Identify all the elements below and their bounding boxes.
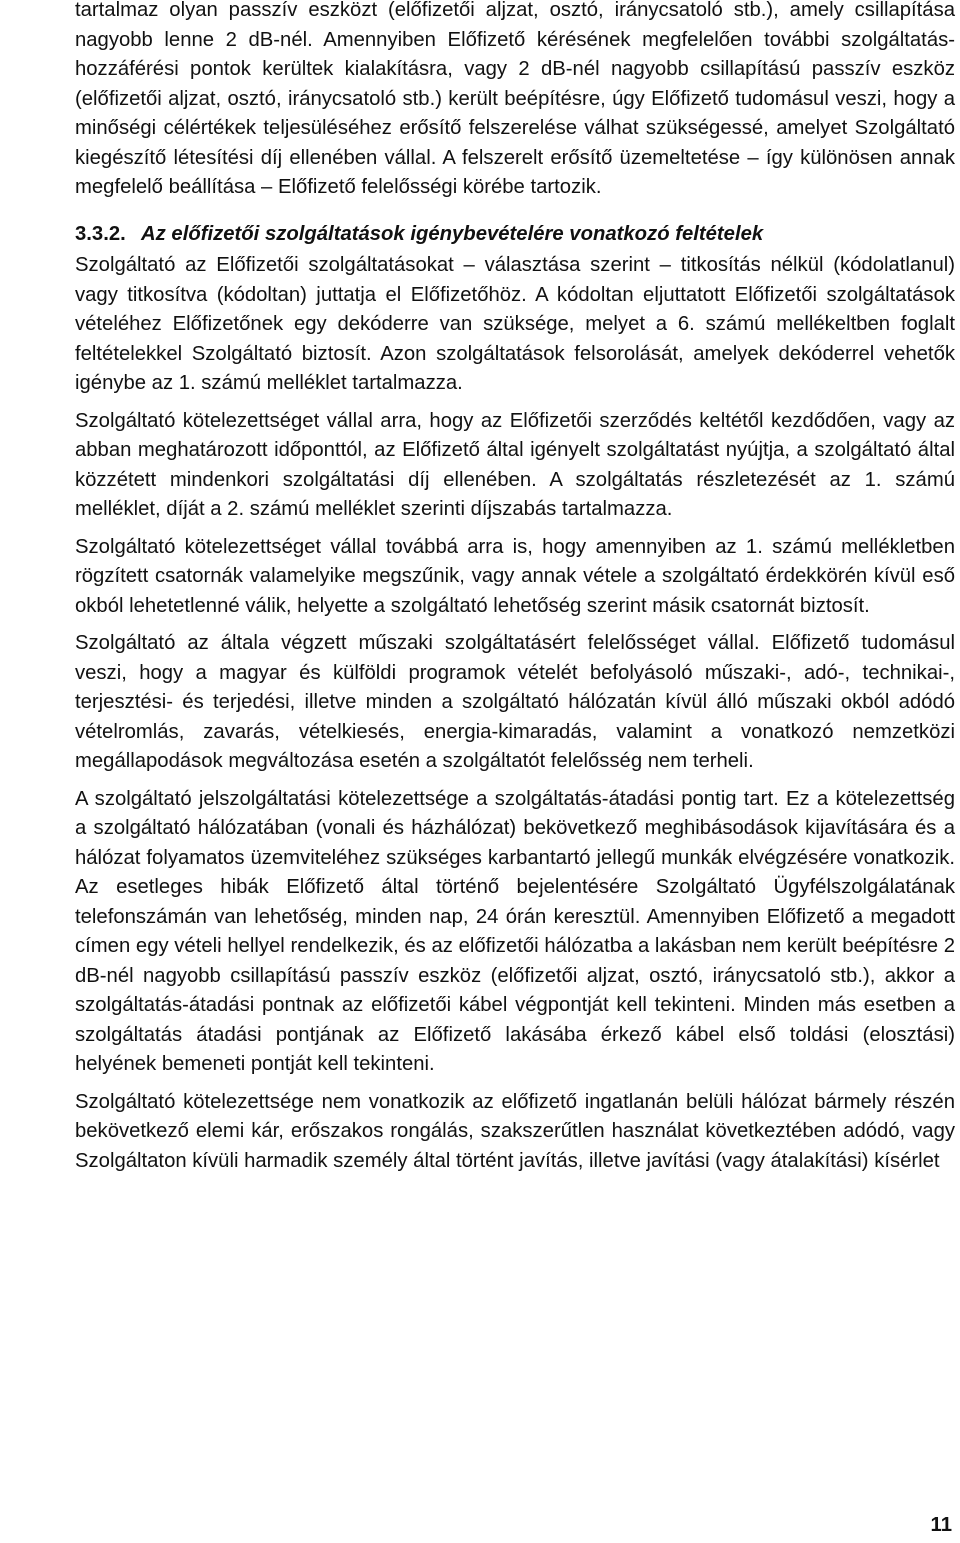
paragraph-continuation: tartalmaz olyan passzív eszközt (előfizetői aljzat, osztó, iránycsatoló stb.), amely csillapítása nagyobb lenne 2 dB-nél. Amennyiben Előfizető kérésének megfelelően további szolgáltatás-hozzáférési pontok kerültek kialakításra, vagy 2 dB-nél nagyobb csillapítású passzív eszköz (előfizetői aljzat, osztó, iránycsatoló stb.) került beépítésre, úgy Előfizető tudomásul veszi, hogy a minőségi célértékek teljesüléséhez erősítő felszerelése válhat szükségessé, amelyet Szolgáltató kiegészítő létesítési díj ellenében vállal. A felszerelt erősítő üzemeltetése – így különösen annak megfelelő beállítása – Előfizető felelősségi körébe tartozik. (75, 0, 955, 198)
page-number: 11 (930, 1514, 952, 1536)
paragraph-2: Szolgáltató kötelezettséget vállal arra, hogy az Előfizetői szerződés keltétől kezdődően, vagy az abban meghatározott időponttól, az Előfizető által igényelt szolgáltatást nyújtja, a szolgáltató által közzétett mindenkori szolgáltatási díj ellenében. A szolgáltatás részletezését az 1. számú melléklet, díját a 2. számú melléklet szerinti díjszabás tartalmazza. (75, 409, 955, 520)
section-number: 3.3.2. (75, 222, 126, 245)
paragraph-3: Szolgáltató kötelezettséget vállal továbbá arra is, hogy amennyiben az 1. számú mellékletben rögzített csatornák valamelyike megszűnik, vagy annak vétele a szolgáltató érdekkörén kívül eső okból lehetetlenné válik, helyette a szolgáltató lehetőség szerint másik csatornát biztosít. (75, 535, 955, 617)
paragraph-4: Szolgáltató az általa végzett műszaki szolgáltatásért felelősséget vállal. Előfizető tudomásul veszi, hogy a magyar és külföldi programok vételét befolyásoló műszaki-, adó-, technikai-, terjesztési- és terjedési, illetve minden a szolgáltató hálózatán kívül álló műszaki okból adódó vételromlás, zavarás, vételkiesés, energia-kimaradás, valamint a vonatkozó nemzetközi megállapodások megváltozása esetén a szolgáltatót felelősség nem terheli. (75, 632, 955, 772)
section-heading (75, 220, 955, 250)
paragraph-1: Szolgáltató az Előfizetői szolgáltatásokat – választása szerint – titkosítás nélkül (kódolatlanul) vagy titkosítva (kódoltan) juttatja el Előfizetőhöz. A kódoltan eljuttatott Előfizetői szolgáltatások vételéhez Előfizetőnek egy dekóderre van szüksége, melyet a 6. számú mellékeltben foglalt feltételekkel Szolgáltató biztosít. Azon szolgáltatások felsorolását, amelyek dekóderrel vehetők igénybe az 1. számú melléklet tartalmazza. (75, 254, 955, 394)
document-page (75, 0, 955, 1176)
paragraph-5: A szolgáltató jelszolgáltatási kötelezettsége a szolgáltatás-átadási pontig tart. Ez a kötelezettség a szolgáltató hálózatában (vonali és házhálózat) bekövetkező meghibásodások kijavítására és a hálózat folyamatos üzemviteléhez szükséges karbantartó jellegű munkák elvégzésére vonatkozik. Az esetleges hibák Előfizető által történő bejelentésére Szolgáltató Ügyfélszolgálatának telefonszámán van lehetőség, minden nap, 24 órán keresztül. Amennyiben Előfizető a megadott címen egy vételi hellyel rendelkezik, és az előfizetői hálózatba a lakásban nem került beépítésre 2 dB-nél nagyobb csillapítású passzív eszköz (előfizetői aljzat, osztó, iránycsatoló stb.), akkor a szolgáltatás-átadási pontnak az előfizetői kábel végpontját kell tekinteni. Minden más esetben a szolgáltatás átadási pontjának az Előfizető lakásába érkező kábel első toldási (elosztási) helyének bemeneti pontját kell tekinteni. (75, 787, 955, 1075)
section-title: Az előfizetői szolgáltatások igénybevételére vonatkozó feltételek (141, 222, 764, 245)
paragraph-6: Szolgáltató kötelezettsége nem vonatkozik az előfizető ingatlanán belüli hálózat bármely részén bekövetkező elemi kár, erőszakos rongálás, szakszerűtlen használat következtében adódó, vagy Szolgáltaton kívüli harmadik személy által történt javítás, illetve javítási (vagy átalakítási) kísérlet (75, 1090, 955, 1172)
